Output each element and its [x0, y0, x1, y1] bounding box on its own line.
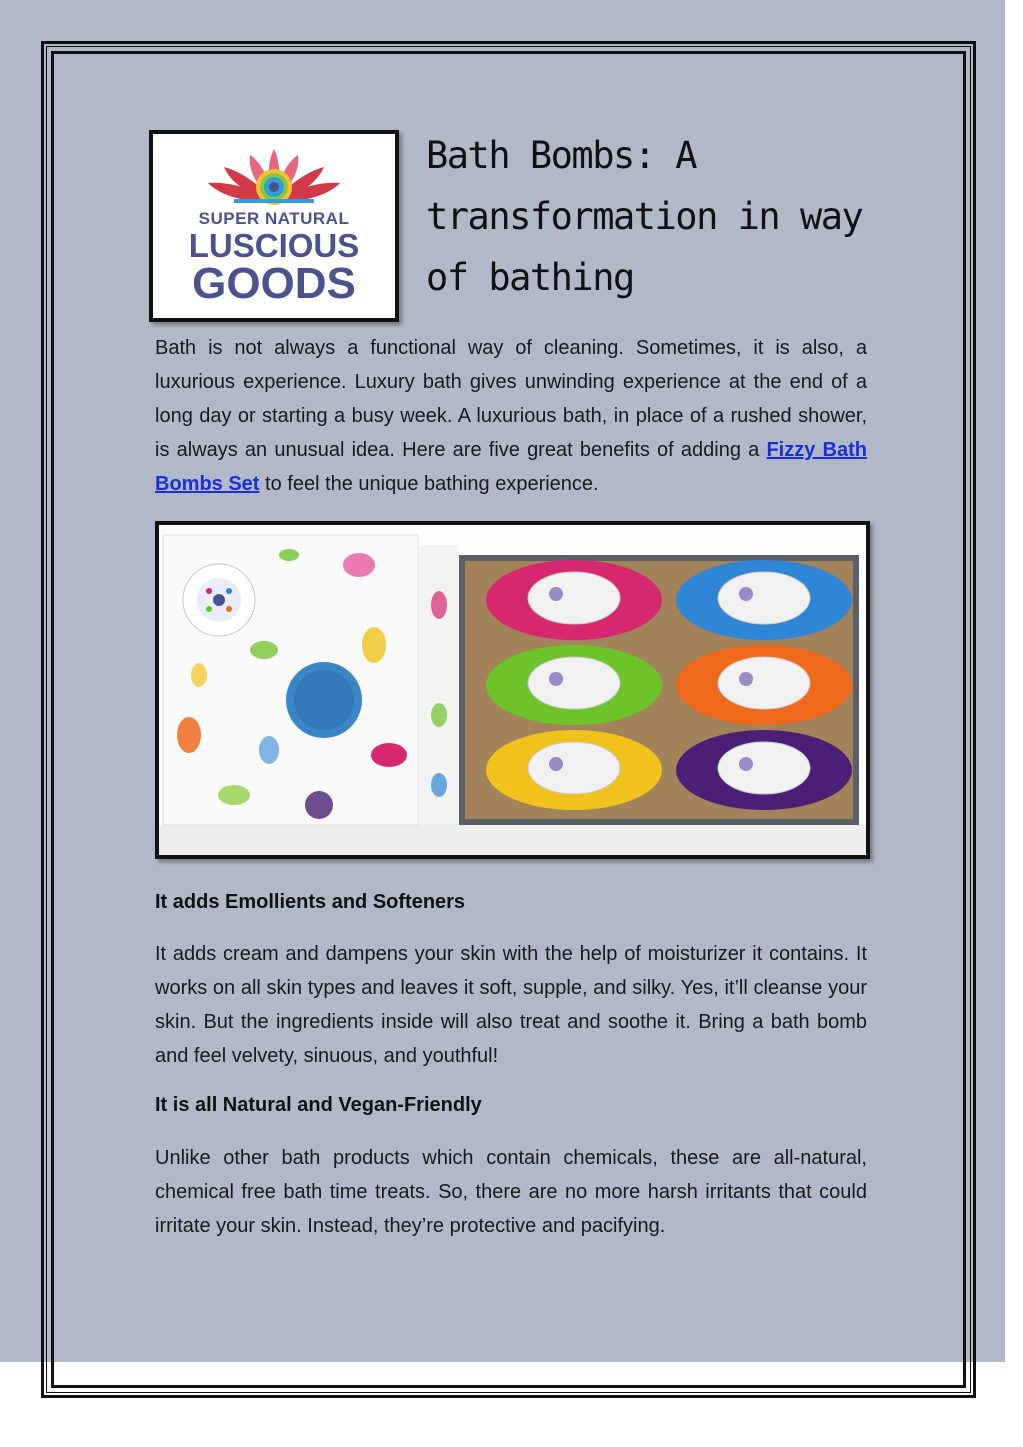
title-line-1: Bath Bombs: A — [426, 134, 697, 177]
logo-text-super-natural: SUPER NATURAL — [198, 209, 350, 228]
bath-bomb-3 — [486, 645, 662, 725]
lotus-logo-icon — [199, 143, 349, 205]
section-heading-natural-vegan: It is all Natural and Vegan-Friendly — [155, 1094, 482, 1116]
section-body-emollients: It adds cream and dampens your skin with the help of moisturizer it contains. It works on all skin types and leaves it soft, supple, and silky. Yes, it’ll cleanse your skin. But the ingredients inside will also treat and soothe it. Bring a bath bomb and feel velvety, sinuous, and youthful! — [155, 943, 867, 1067]
product-photo — [155, 521, 870, 859]
bath-bomb-5 — [486, 730, 662, 810]
intro-paragraph — [155, 331, 867, 501]
bath-bomb-6 — [676, 730, 852, 810]
logo-text-goods: GOODS — [192, 259, 356, 308]
gift-box-illustration — [163, 535, 458, 825]
intro-text-before: Bath is not always a functional way of cleaning. Sometimes, it is also, a luxurious experience. Luxury bath gives unwinding experience at the end of a long day or starting a busy week. A luxurious bath, in place of a rushed shower, is always an unusual idea. Here are five great benefits of adding a — [155, 337, 867, 461]
page-title — [426, 125, 896, 308]
bath-bomb-1 — [486, 560, 662, 640]
title-line-2: transformation in way — [426, 195, 863, 238]
section-body-natural-vegan: Unlike other bath products which contain chemicals, these are all-natural, chemical free bath time treats. So, there are no more harsh irritants that could irritate your skin. Instead, they’re protective and pacifying. — [155, 1147, 867, 1237]
title-line-3: of bathing — [426, 256, 634, 299]
bath-bomb-4 — [676, 645, 852, 725]
fizzy-bath-bombs-set-link[interactable]: Fizzy Bath Bombs Set — [155, 439, 867, 495]
logo-text-luscious: LUSCIOUS — [188, 227, 360, 264]
bath-bomb-2 — [676, 560, 852, 640]
bath-bomb-set-image — [159, 525, 866, 855]
bath-bomb-tray — [459, 555, 859, 825]
intro-text-after: to feel the unique bathing experience. — [259, 473, 599, 495]
section-heading-emollients: It adds Emollients and Softeners — [155, 891, 466, 913]
brand-logo — [149, 130, 399, 322]
